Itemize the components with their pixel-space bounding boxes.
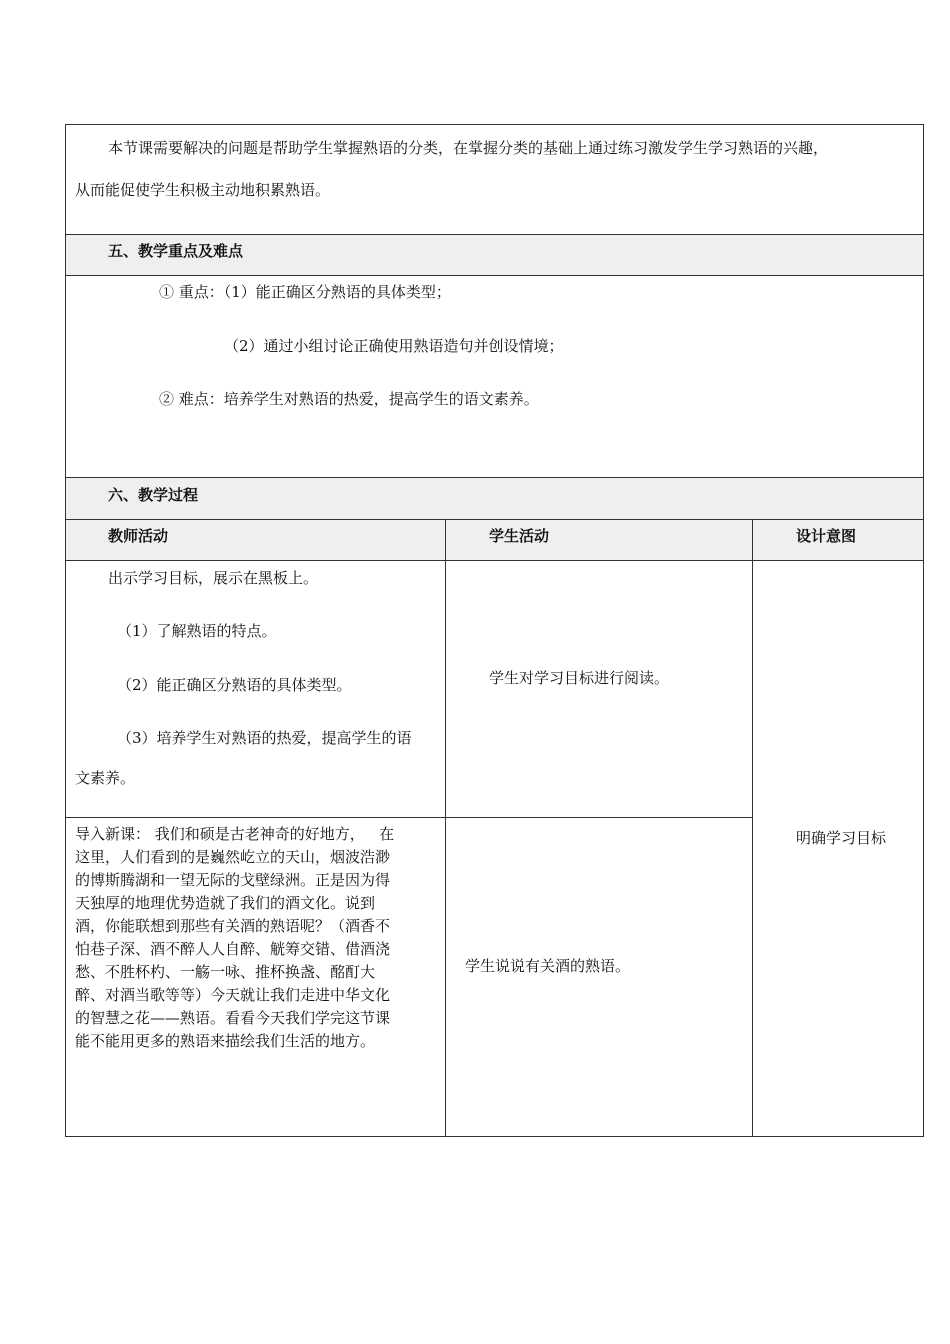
row2-teacher-line: 怕巷子深、酒不醉人人自醉、觥筹交错、借酒浇 [75,940,391,958]
row2-teacher-line: 醉、对酒当歌等等）今天就让我们走进中华文化 [75,986,391,1004]
row1-teacher-line: 文素养。 [75,769,136,787]
section5-body [65,275,924,478]
key-point-1: ① 重点：（1）能正确区分熟语的具体类型； [159,283,451,301]
difficulty-point: ② 难点：培养学生对熟语的热爱，提高学生的语文素养。 [159,390,539,408]
problem-line-2: 从而能促使学生积极主动地积累熟语。 [75,181,331,199]
row1-teacher-line: （3）培养学生对熟语的热爱，提高学生的语 [117,729,412,747]
row1-student-cell [445,560,753,818]
col-header-teacher-label: 教师活动 [108,527,169,545]
row2-teacher-line: 能不能用更多的熟语来描绘我们生活的地方。 [75,1032,376,1050]
row2-student-text: 学生说说有关酒的熟语。 [465,957,631,975]
row1-teacher-line: （2）能正确区分熟语的具体类型。 [117,676,352,694]
section5-title: 五、教学重点及难点 [108,242,244,260]
row2-teacher-line: 酒，你能联想到那些有关酒的熟语呢？（酒香不 [75,917,391,935]
col-header-intent-label: 设计意图 [796,527,857,545]
intent-text: 明确学习目标 [796,829,887,847]
row1-student-text: 学生对学习目标进行阅读。 [489,669,670,687]
row2-teacher-line: 天独厚的地理优势造就了我们的酒文化。说到 [75,894,376,912]
row2-teacher-line: 导入新课： 我们和硕是古老神奇的好地方， 在 [75,825,395,843]
row1-teacher-line: 出示学习目标，展示在黑板上。 [108,569,319,587]
section6-title: 六、教学过程 [108,486,199,504]
col-header-student-label: 学生活动 [489,527,550,545]
row2-teacher-line: 的智慧之花——熟语。看看今天我们学完这节课 [75,1009,391,1027]
problem-line-1: 本节课需要解决的问题是帮助学生掌握熟语的分类，在掌握分类的基础上通过练习激发学生学习熟语的兴趣， [108,139,829,157]
row2-teacher-line: 这里，人们看到的是巍然屹立的天山，烟波浩渺 [75,848,391,866]
row2-student-cell [445,817,753,1137]
intent-cell [752,560,924,1137]
row2-teacher-line: 的博斯腾湖和一望无际的戈壁绿洲。正是因为得 [75,871,391,889]
key-point-2: （2）通过小组讨论正确使用熟语造句并创设情境； [224,337,564,355]
row1-teacher-line: （1）了解熟语的特点。 [117,622,277,640]
row2-teacher-line: 愁、不胜杯杓、一觞一咏、推杯换盏、酩酊大 [75,963,376,981]
